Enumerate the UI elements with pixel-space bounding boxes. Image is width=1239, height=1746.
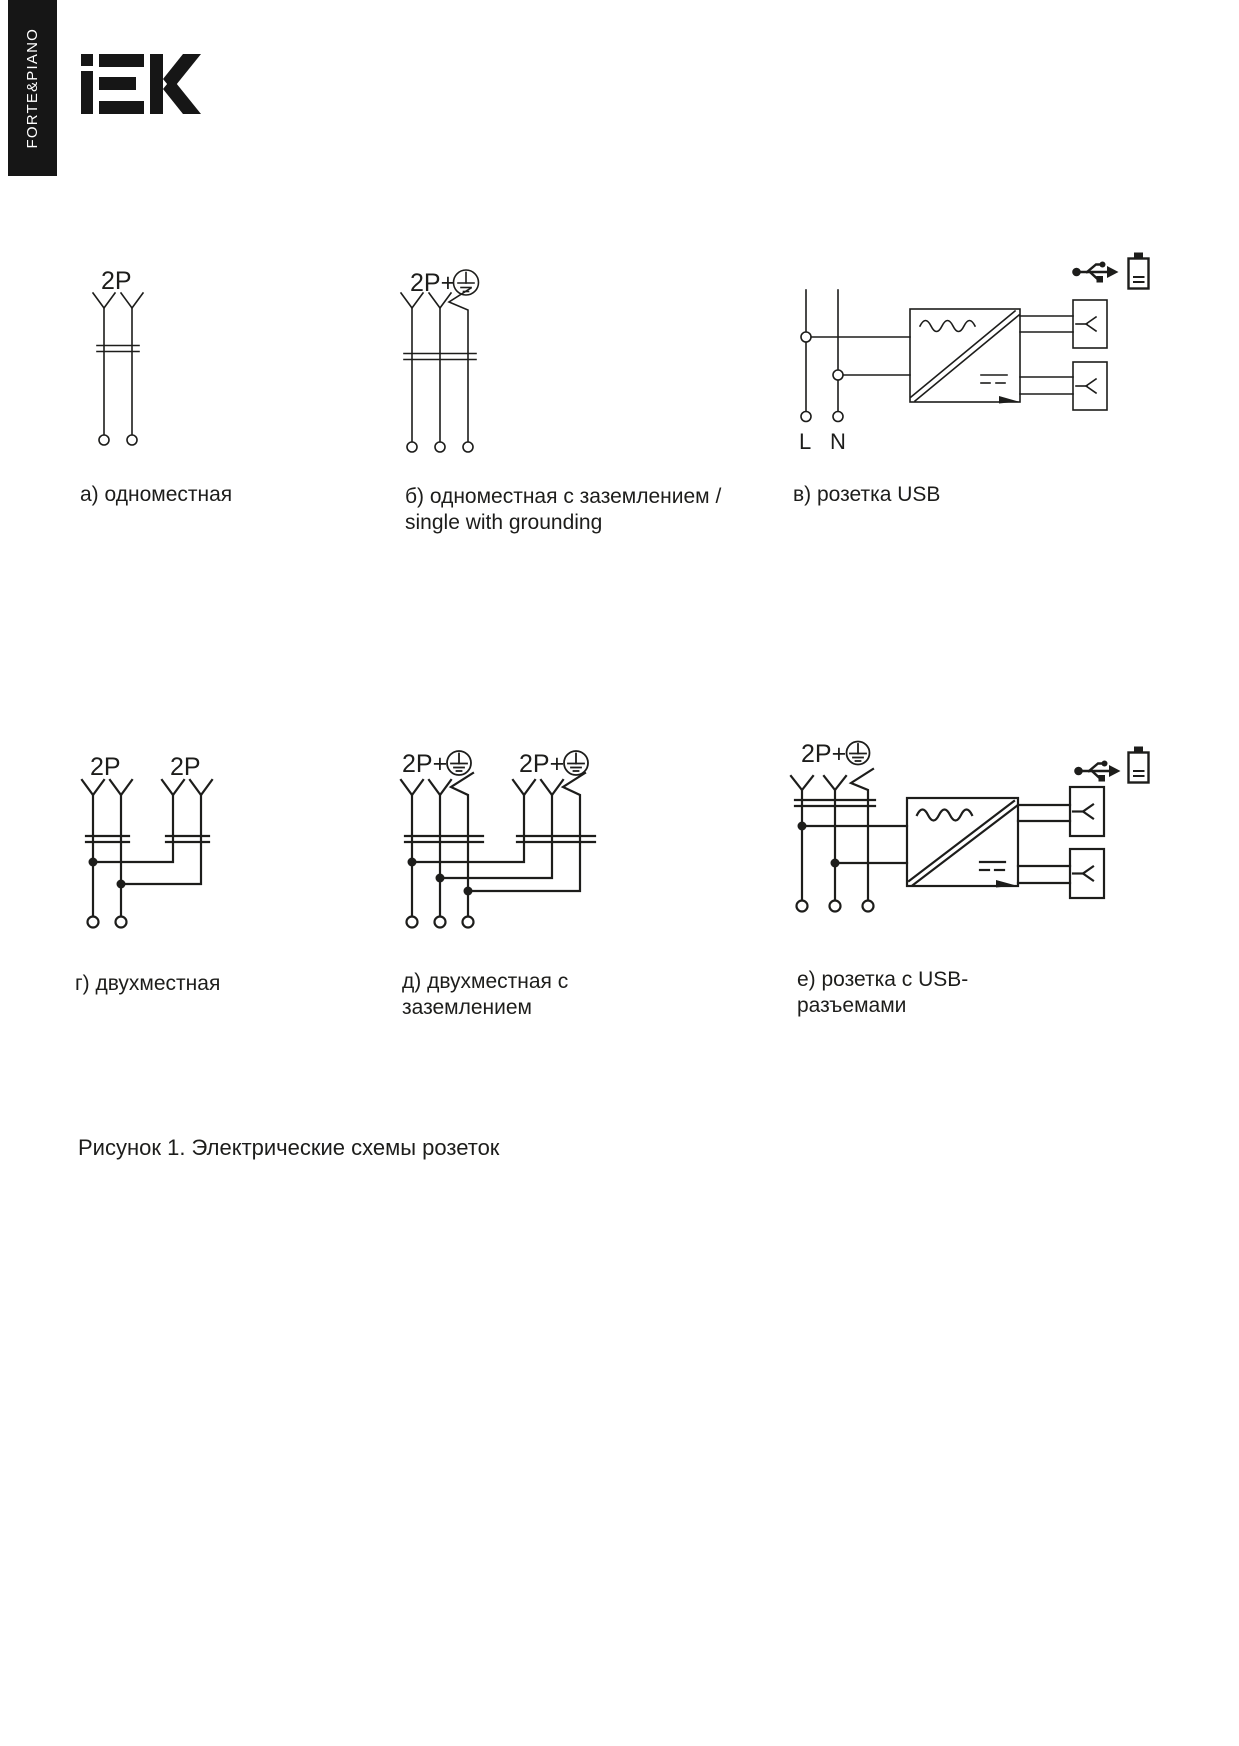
figure-caption: Рисунок 1. Электрические схемы розеток (78, 1135, 500, 1160)
socket-contact-symbol (82, 780, 132, 916)
junction-dot (464, 887, 473, 896)
socket-contact-symbol (401, 288, 476, 442)
terminal-circle (830, 901, 841, 912)
caption-d (402, 969, 568, 1020)
pole-count-label: 2P+ (402, 750, 448, 778)
neutral-terminal-label: N (830, 429, 846, 454)
junction-dot (117, 880, 126, 889)
junction-dot (408, 858, 417, 867)
dc-symbol (980, 862, 1005, 870)
pole-count-label: 2P (101, 267, 132, 295)
junction-dot (89, 858, 98, 867)
caption-a (80, 482, 232, 508)
junction-dot (436, 874, 445, 883)
caption-text: г) двухместная (75, 972, 221, 995)
battery-charging-icon (1129, 253, 1149, 289)
caption-text: single with grounding (405, 510, 603, 534)
diagram-a (93, 267, 143, 445)
pole-count-label: 2P (170, 753, 201, 781)
ground-contact-arrow (449, 288, 471, 442)
pole-count-label: 2P (90, 753, 121, 781)
diagram-v (799, 253, 1149, 455)
terminal-circle (116, 917, 127, 928)
usb-port-symbol (1073, 362, 1107, 410)
junction-dot (831, 859, 840, 868)
line-terminal-label: L (799, 429, 812, 454)
caption-text: б) одноместная с заземлением / (405, 485, 722, 508)
caption-text: в) розетка USB (793, 483, 941, 506)
battery-charging-icon (1129, 747, 1149, 783)
supply-lines (801, 290, 910, 422)
junction-circle (801, 332, 811, 342)
diagram-b (401, 269, 479, 452)
dc-output-lines (1018, 805, 1070, 883)
terminal-circle (833, 412, 843, 422)
caption-v (793, 482, 940, 508)
diagram-e (791, 740, 1149, 912)
caption-text: заземлением (402, 995, 532, 1019)
protective-earth-icon (564, 751, 588, 775)
terminal-circle (435, 917, 446, 928)
junction-circle (833, 370, 843, 380)
usb-icon (1072, 262, 1118, 283)
diagram-g (82, 753, 212, 928)
ground-contact-arrow (851, 769, 873, 900)
terminal-circles (99, 435, 137, 445)
usb-port-symbol (1073, 300, 1107, 348)
dc-output-lines (1020, 316, 1073, 394)
socket-contact-symbol (93, 293, 143, 435)
caption-text: е) розетка с USB- (797, 968, 969, 991)
pole-count-label: 2P+ (410, 269, 456, 297)
usb-port-symbol (1070, 787, 1104, 836)
pole-count-label: 2P+ (801, 740, 847, 768)
terminal-circle (407, 917, 418, 928)
caption-b (405, 484, 721, 535)
ac-dc-converter-symbol (907, 798, 1018, 888)
caption-text: разъемами (797, 993, 907, 1017)
protective-earth-icon (847, 742, 870, 765)
ac-dc-converter-symbol (910, 309, 1020, 404)
ac-wave-symbol (920, 321, 975, 332)
terminal-circle (797, 901, 808, 912)
caption-e (797, 967, 968, 1018)
usb-icon (1074, 761, 1120, 782)
pole-count-label: 2P+ (519, 750, 565, 778)
socket-contact-symbol (93, 780, 212, 884)
socket-contact-symbol (791, 769, 875, 900)
dc-symbol (981, 375, 1007, 383)
terminal-circle (463, 917, 474, 928)
ac-wave-symbol (917, 810, 972, 821)
brand-vertical-text: FORTE&PIANO (24, 27, 41, 149)
caption-text: а) одноместная (80, 483, 233, 506)
diagram-d (401, 750, 595, 928)
caption-text: д) двухместная с (402, 970, 569, 993)
protective-earth-icon (447, 751, 471, 775)
junction-dot (798, 822, 807, 831)
terminal-circle (88, 917, 99, 928)
terminal-circles (407, 442, 473, 452)
usb-port-symbol (1070, 849, 1104, 898)
terminal-circle (801, 412, 811, 422)
terminal-circle (863, 901, 874, 912)
caption-g (75, 971, 220, 997)
